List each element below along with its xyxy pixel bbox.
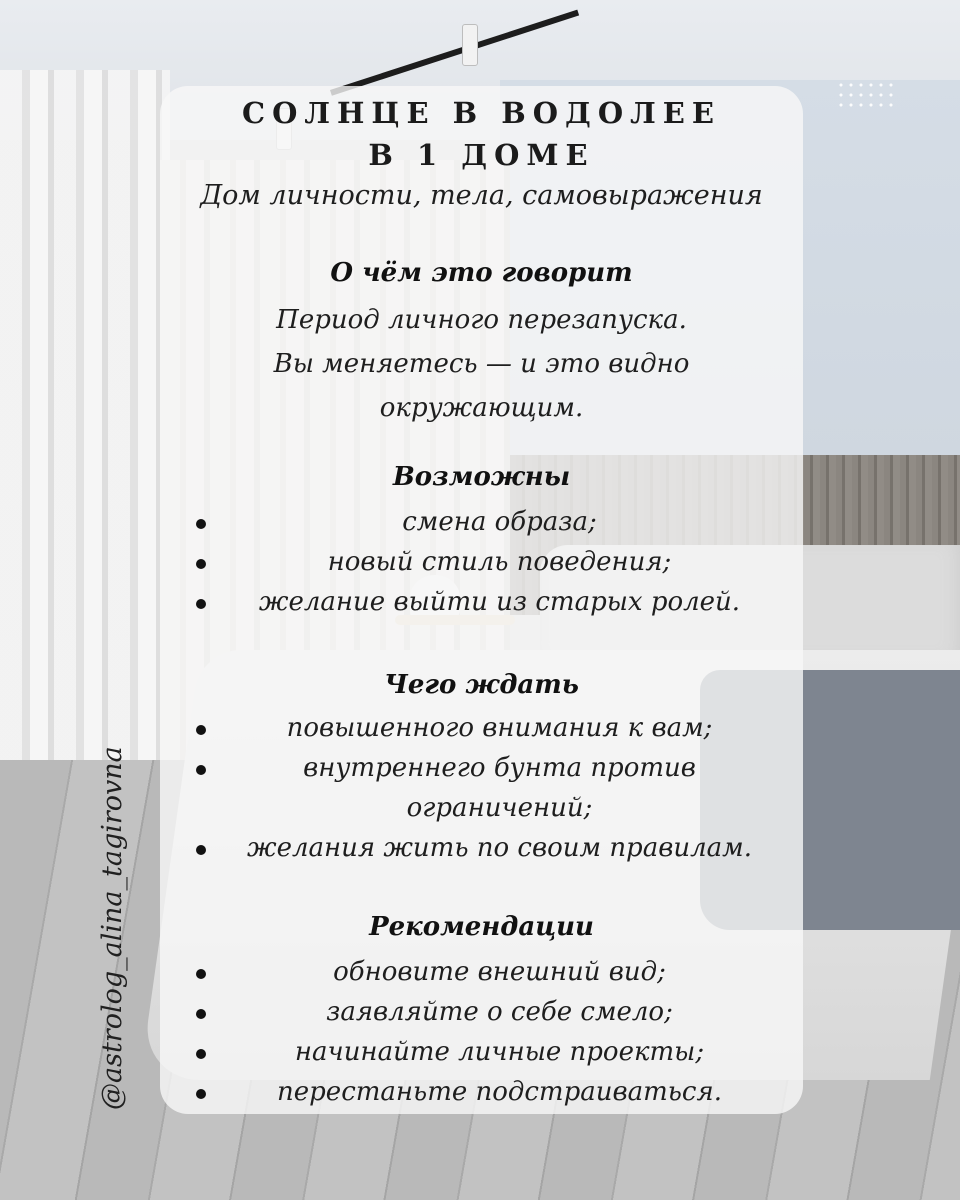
list-item: начинайте личные проекты;: [160, 1032, 803, 1072]
list-item: заявляйте о себе смело;: [160, 992, 803, 1032]
bullet-icon: [196, 1089, 206, 1099]
heading-about: О чём это говорит: [330, 258, 633, 288]
bullet-icon: [196, 969, 206, 979]
curtain-left: [0, 70, 170, 780]
list-item: желание выйти из старых ролей.: [160, 582, 803, 622]
bullet-icon: [196, 765, 206, 775]
heading-recommend: Рекомендации: [369, 912, 594, 942]
bullet-icon: [196, 519, 206, 529]
author-handle: @astrolog_alina_tagirovna: [97, 746, 128, 1110]
expect-list: [160, 708, 803, 868]
bullet-icon: [196, 599, 206, 609]
bullet-icon: [196, 845, 206, 855]
list-item: желания жить по своим правилам.: [160, 828, 803, 868]
decorative-dots: [836, 80, 896, 110]
bullet-icon: [196, 1009, 206, 1019]
list-item: внутреннего бунта против: [160, 748, 803, 788]
spotlight-icon: [462, 24, 478, 66]
title-line-1: СОЛНЦЕ В ВОДОЛЕЕ: [242, 96, 721, 130]
bullet-icon: [196, 559, 206, 569]
subtitle: Дом личности, тела, самовыражения: [200, 180, 763, 211]
list-item: обновите внешний вид;: [160, 952, 803, 992]
about-line: Вы меняетесь — и это видно: [273, 349, 690, 379]
heading-possible: Возможны: [392, 462, 571, 492]
list-item: ограничений;: [406, 793, 593, 823]
about-line: окружающим.: [379, 393, 584, 423]
about-line: Период личного перезапуска.: [276, 305, 687, 335]
bullet-icon: [196, 1049, 206, 1059]
list-item: перестаньте подстраиваться.: [160, 1072, 803, 1112]
about-paragraph: [160, 298, 803, 430]
bullet-icon: [196, 725, 206, 735]
title-line-2: В 1 ДОМЕ: [368, 138, 595, 172]
list-item: новый стиль поведения;: [160, 542, 803, 582]
recommend-list: [160, 952, 803, 1112]
list-item: повышенного внимания к вам;: [160, 708, 803, 748]
possible-list: [160, 502, 803, 622]
heading-expect: Чего ждать: [384, 670, 579, 700]
list-item: смена образа;: [160, 502, 803, 542]
